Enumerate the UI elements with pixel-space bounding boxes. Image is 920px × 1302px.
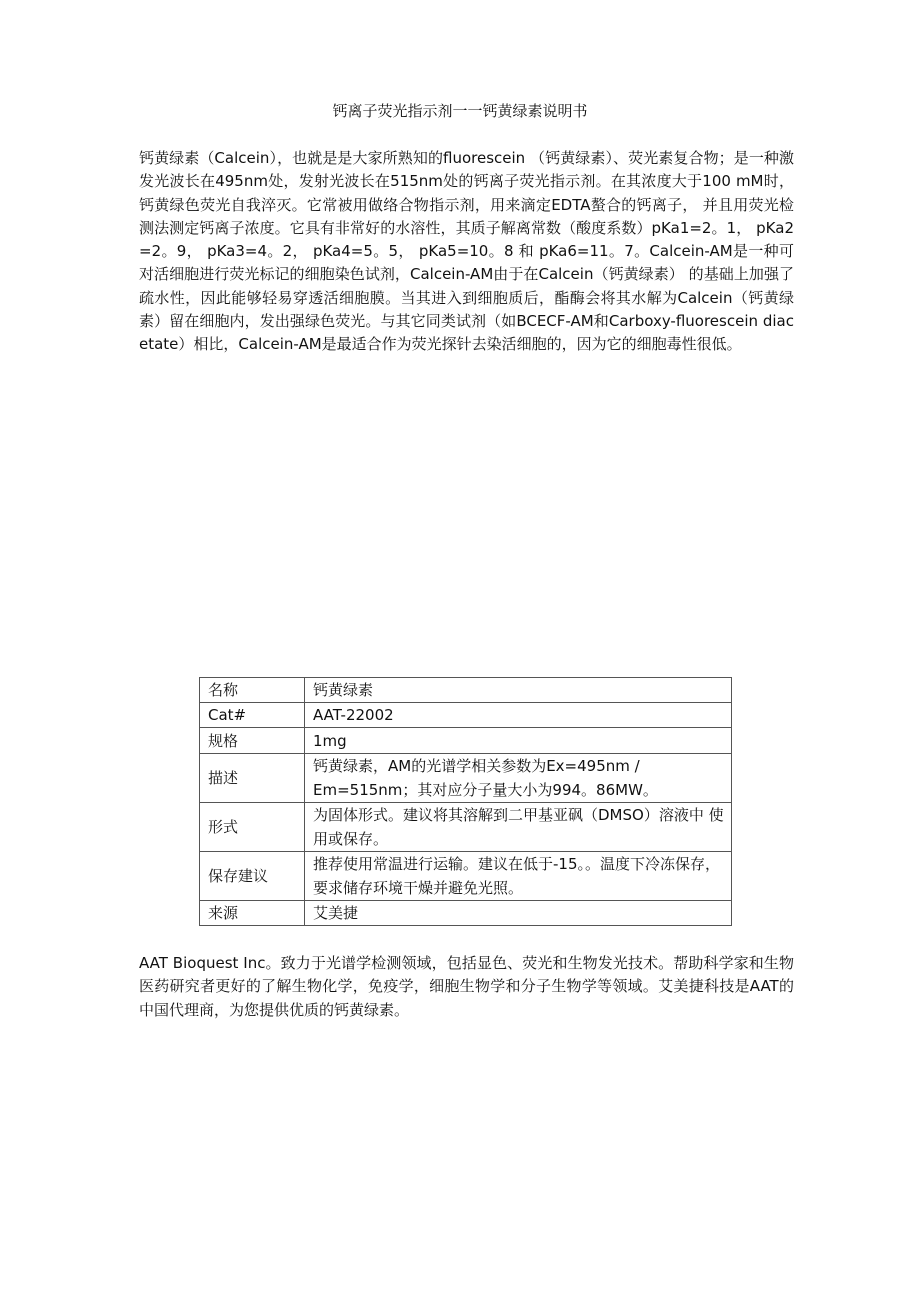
table-row-description (200, 754, 732, 803)
footer-paragraph: AAT Bioquest Inc。致力于光谱学检测领域，包括显色、荧光和生物发光技术。帮助科学家和生物医药研究者更好的了解生物化学，免疫学，细胞生物学和分子生物学等领域。艾美捷科技是AAT的中国代理商，为您提供优质的钙黄绿素。 (139, 954, 794, 1019)
table-row-spec (200, 728, 732, 754)
table-label: Cat# (200, 703, 305, 728)
table-label: 形式 (200, 803, 305, 852)
table-row-source (200, 901, 732, 926)
table-value: 推荐使用常温进行运输。建议在低于-15。。温度下冷冻保存，要求储存环境干燥并避免光照。 (305, 852, 732, 901)
table-value: 艾美捷 (305, 901, 732, 926)
table-value: 钙黄绿素 (305, 678, 732, 703)
table-label: 来源 (200, 901, 305, 926)
intro-paragraph: 钙黄绿素（Calcein），也就是是大家所熟知的fluorescein （钙黄绿素）、荧光素复合物；是一种激发光波长在495nm处，发射光波长在515nm处的钙离子荧光指示剂。在其浓度大于100 mM时，钙黄绿色荧光自我淬灭。它常被用做络合物指示剂，用来滴定EDTA螯合的钙离子， 并且用荧光检测法测定钙离子浓度。它具有非常好的水溶性，其质子解离常数（酸度系数）pKa1=2。1， pKa2=2。9， pKa3=4。2， pKa4=5。5， pKa5=10。8 和 pKa6=11。7。Calcein-AM是一种可对活细胞进行荧光标记的细胞染色试剂，Calcein-AM由于在Calcein（钙黄绿素） 的基础上加强了疏水性，因此能够轻易穿透活细胞膜。当其进入到细胞质后，酯酶会将其水解为Calcein（钙黄绿素）留在细胞内，发出强绿色荧光。与其它同类试剂（如BCECF-AM和Carboxy-fluorescein diacetate）相比，Calcein-AM是最适合作为荧光探针去染活细胞的，因为它的细胞毒性很低。 (139, 149, 794, 354)
table-row-storage (200, 852, 732, 901)
table-label: 名称 (200, 678, 305, 703)
table-label: 保存建议 (200, 852, 305, 901)
table-value: AAT-22002 (305, 703, 732, 728)
table-label: 规格 (200, 728, 305, 754)
document-title: 钙离子荧光指示剂一一钙黄绿素说明书 (332, 102, 588, 120)
table-value: 钙黄绿素，AM的光谱学相关参数为Ex=495nm / Em=515nm；其对应分子量大小为994。86MW。 (305, 754, 732, 803)
table-label: 描述 (200, 754, 305, 803)
table-row-name (200, 678, 732, 703)
product-info-table (199, 677, 732, 926)
table-value: 1mg (305, 728, 732, 754)
table-row-form (200, 803, 732, 852)
table-value: 为固体形式。建议将其溶解到二甲基亚砜（DMSO）溶液中 使用或保存。 (305, 803, 732, 852)
table-row-cat (200, 703, 732, 728)
